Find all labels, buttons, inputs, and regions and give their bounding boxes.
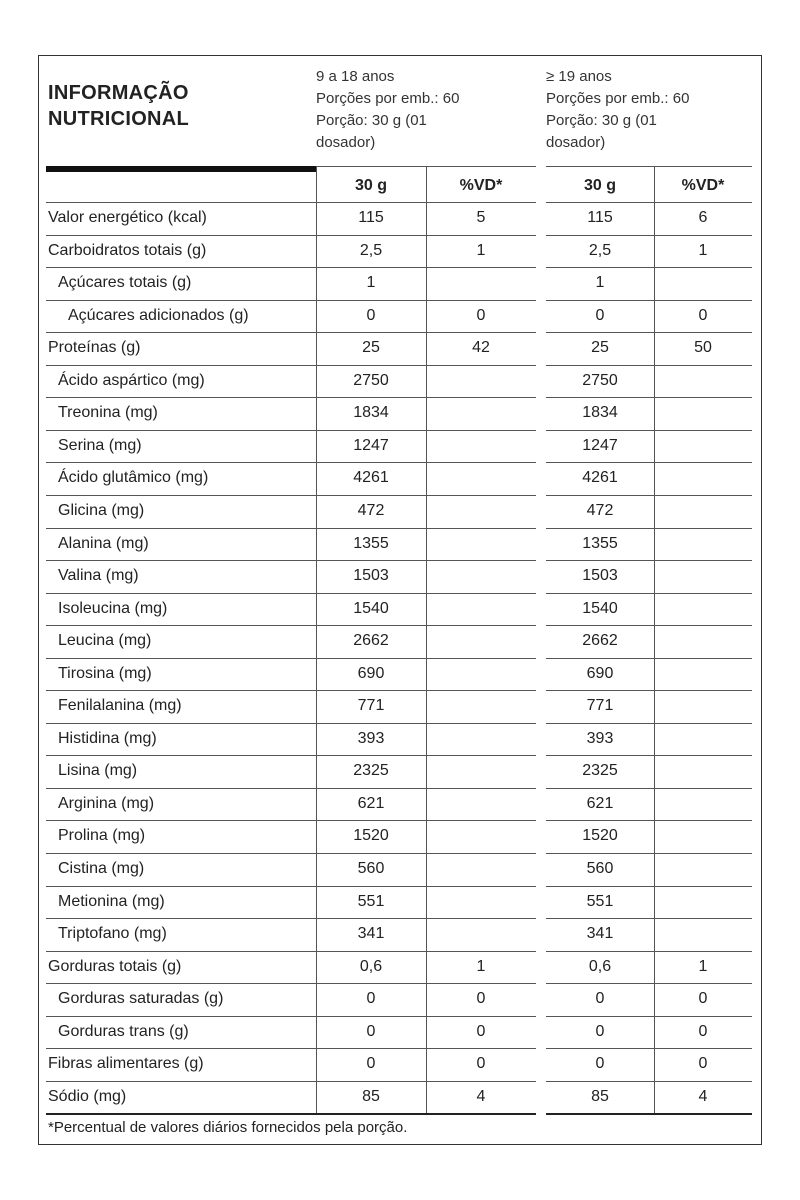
group2-vd-cell: [654, 918, 752, 950]
group1-vd-cell: [426, 918, 536, 950]
group1-amount-cell: 2325: [353, 762, 389, 780]
group2-vd-cell: 1: [698, 241, 708, 259]
group1-amount-cell: 1540: [353, 599, 389, 617]
group2-vd-cell: 0: [698, 990, 708, 1008]
nutrient-label: Lisina (mg): [58, 762, 138, 780]
group1-amount-cell: 0: [366, 1055, 376, 1073]
group2-vd-cell: [654, 430, 752, 462]
nutrient-label: Metionina (mg): [58, 892, 165, 910]
group2-vd-cell: [654, 625, 752, 657]
group2-vd-cell: [654, 560, 752, 592]
nutrient-label: Serina (mg): [58, 436, 142, 454]
group1-vd-cell: 42: [472, 339, 490, 357]
group2-amount-cell: 25: [591, 339, 609, 357]
group2-vd-cell: [654, 755, 752, 787]
group1-vd-header: %VD*: [459, 177, 503, 194]
group1-amount-cell: 0: [366, 1022, 376, 1040]
nutrient-label: Açúcares adicionados (g): [68, 306, 249, 324]
nutrient-label: Ácido aspártico (mg): [58, 371, 205, 389]
group2-amount-cell: 4261: [582, 469, 618, 487]
nutrient-label: Alanina (mg): [58, 534, 149, 552]
group2-amount-cell: 393: [586, 729, 614, 747]
group2-vd-cell: [654, 853, 752, 885]
group2-age: ≥ 19 anos: [546, 68, 612, 85]
group1-amount-cell: 551: [357, 892, 385, 910]
group1-vd-cell: 1: [476, 957, 486, 975]
group2-vd-cell: 50: [694, 339, 712, 357]
group1-amount-cell: 0: [366, 990, 376, 1008]
group2-amount-cell: 621: [586, 794, 614, 812]
group2-vd-cell: [654, 690, 752, 722]
nutrient-label: Fenilalanina (mg): [58, 697, 182, 715]
group1-amount-cell: 1834: [353, 404, 389, 422]
group2-vd-cell: 4: [698, 1087, 708, 1105]
group1-amount-cell: 560: [357, 860, 385, 877]
group2-vd-cell: [654, 365, 752, 397]
group1-servings: Porções por emb.: 60: [316, 90, 460, 107]
group2-amount-cell: 1520: [582, 827, 618, 845]
group2-vd-cell: [654, 267, 752, 299]
group2-vd-cell: 0: [698, 306, 708, 324]
group2-amount-cell: 1834: [582, 404, 618, 422]
nutrient-label: Ácido glutâmico (mg): [58, 469, 209, 487]
group1-amount-cell: 25: [362, 339, 380, 357]
group1-vd-cell: 0: [476, 1022, 486, 1040]
group1-vd-cell: [426, 593, 536, 625]
group1-amount-cell: 2662: [353, 632, 389, 650]
group1-amount-cell: 2750: [353, 371, 389, 389]
nutrient-label: Proteínas (g): [48, 339, 141, 357]
group1-amount-cell: 1247: [353, 436, 389, 454]
nutrient-label: Tirosina (mg): [58, 664, 152, 682]
group1-vd-cell: [426, 820, 536, 852]
group2-vd-cell: [654, 886, 752, 918]
group2-vd-cell: 6: [698, 209, 708, 226]
group1-portion-line-2: dosador): [316, 134, 376, 151]
group1-vd-cell: 5: [476, 209, 486, 226]
group2-amount-cell: 2662: [582, 632, 618, 650]
header-top-line-group2: [546, 166, 752, 167]
nutrient-label: Prolina (mg): [58, 827, 146, 845]
nutrient-label: Arginina (mg): [58, 794, 155, 812]
group2-amount-cell: 0: [595, 306, 605, 324]
group2-vd-cell: [654, 820, 752, 852]
nutrient-label: Leucina (mg): [58, 632, 152, 650]
group2-amount-cell: 1540: [582, 599, 618, 617]
group1-vd-cell: [426, 625, 536, 657]
nutrient-label: Isoleucina (mg): [58, 599, 168, 617]
group1-vd-cell: 4: [476, 1087, 486, 1105]
group1-portion-line-1: Porção: 30 g (01: [316, 112, 427, 129]
group1-amount-cell: 341: [357, 925, 385, 943]
group1-vd-cell: 0: [476, 306, 486, 324]
nutrient-label: Treonina (mg): [58, 404, 158, 422]
group1-amount-cell: 621: [357, 794, 385, 812]
group1-vd-cell: 1: [476, 241, 486, 259]
footnote: *Percentual de valores diários fornecidos pela porção.: [48, 1119, 408, 1136]
nutrient-label: Triptofano (mg): [58, 925, 167, 943]
group2-amount-cell: 771: [586, 697, 614, 715]
group1-amount-cell: 0,6: [359, 957, 383, 975]
group1-age: 9 a 18 anos: [316, 68, 395, 85]
group2-portion-line-2: dosador): [546, 134, 606, 151]
nutrient-label: Cistina (mg): [58, 860, 145, 877]
title-underline-bar: [46, 166, 317, 172]
nutrient-label: Carboidratos totais (g): [48, 241, 207, 259]
column-divider: [654, 166, 655, 1113]
group2-amount-cell: 0: [595, 990, 605, 1008]
group1-amount-cell: 4261: [353, 469, 389, 487]
group2-amount-cell: 0: [595, 1055, 605, 1073]
group1-vd-cell: [426, 658, 536, 690]
group2-amount-cell: 0: [595, 1022, 605, 1040]
group2-vd-cell: [654, 593, 752, 625]
nutrient-label: Açúcares totais (g): [58, 274, 192, 292]
group1-amount-cell: 1503: [353, 567, 389, 585]
group2-amount-cell: 1355: [582, 534, 618, 552]
group1-amount-cell: 771: [357, 697, 385, 715]
group1-vd-cell: 0: [476, 1055, 486, 1073]
group1-amount-header: 30 g: [354, 177, 387, 194]
group1-amount-cell: 472: [357, 501, 385, 519]
nutrient-label: Valina (mg): [58, 567, 139, 585]
group1-vd-cell: [426, 788, 536, 820]
group2-amount-cell: 2325: [582, 762, 618, 780]
group2-amount-cell: 85: [591, 1087, 609, 1105]
nutrient-label: Valor energético (kcal): [48, 209, 207, 226]
group2-amount-cell: 472: [586, 501, 614, 519]
group2-vd-cell: 0: [698, 1055, 708, 1073]
title-line-2: NUTRICIONAL: [48, 108, 190, 130]
group1-vd-cell: 0: [476, 990, 486, 1008]
group1-vd-cell: [426, 886, 536, 918]
group2-vd-cell: 1: [698, 957, 708, 975]
group1-vd-cell: [426, 365, 536, 397]
group2-amount-cell: 2,5: [588, 241, 612, 259]
group2-vd-header: %VD*: [681, 177, 725, 194]
group1-vd-cell: [426, 690, 536, 722]
group1-amount-cell: 690: [357, 664, 385, 682]
nutrient-label: Histidina (mg): [58, 729, 157, 747]
group1-vd-cell: [426, 462, 536, 494]
group2-vd-cell: [654, 658, 752, 690]
column-divider: [316, 166, 317, 1113]
group1-vd-cell: [426, 723, 536, 755]
group1-header: [316, 66, 536, 154]
group1-vd-cell: [426, 397, 536, 429]
group2-vd-cell: [654, 495, 752, 527]
group1-vd-cell: [426, 267, 536, 299]
nutrient-label: Fibras alimentares (g): [48, 1055, 204, 1073]
group2-amount-cell: 341: [586, 925, 614, 943]
group1-amount-cell: 115: [358, 209, 384, 226]
nutrient-label: Gorduras trans (g): [58, 1022, 189, 1040]
group2-amount-cell: 560: [586, 860, 614, 877]
group1-vd-cell: [426, 560, 536, 592]
group1-vd-cell: [426, 755, 536, 787]
group2-amount-cell: 0,6: [588, 957, 612, 975]
group1-vd-cell: [426, 430, 536, 462]
table-bottom-line: [46, 1113, 536, 1115]
group2-vd-cell: [654, 528, 752, 560]
group2-servings: Porções por emb.: 60: [546, 90, 690, 107]
group2-amount-cell: 115: [587, 209, 613, 226]
group1-amount-cell: 85: [362, 1087, 380, 1105]
group1-vd-cell: [426, 853, 536, 885]
group2-amount-cell: 551: [586, 892, 614, 910]
group1-amount-cell: 0: [366, 306, 376, 324]
group1-amount-cell: 393: [357, 729, 385, 747]
group2-amount-header: 30 g: [583, 177, 616, 194]
group2-vd-cell: [654, 462, 752, 494]
group2-vd-cell: [654, 788, 752, 820]
group2-amount-cell: 2750: [582, 371, 618, 389]
group2-header: [546, 66, 756, 154]
nutrient-label: Glicina (mg): [58, 501, 145, 519]
group2-portion-line-1: Porção: 30 g (01: [546, 112, 657, 129]
group2-vd-cell: [654, 397, 752, 429]
group2-vd-cell: [654, 723, 752, 755]
group1-amount-cell: 2,5: [359, 241, 383, 259]
nutrient-label: Sódio (mg): [48, 1087, 127, 1105]
table-title: [48, 80, 313, 132]
nutrient-label: Gorduras saturadas (g): [58, 990, 224, 1008]
group2-amount-cell: 690: [586, 664, 614, 682]
column-divider: [426, 166, 427, 1113]
group2-amount-cell: 1: [595, 274, 605, 292]
group2-vd-cell: 0: [698, 1022, 708, 1040]
group1-amount-cell: 1: [366, 274, 376, 292]
group1-vd-cell: [426, 528, 536, 560]
group1-amount-cell: 1355: [353, 534, 389, 552]
title-line-1: INFORMAÇÃO: [48, 82, 189, 104]
group1-vd-cell: [426, 495, 536, 527]
group1-amount-cell: 1520: [353, 827, 389, 845]
group2-amount-cell: 1247: [582, 436, 618, 454]
table-bottom-line: [546, 1113, 752, 1115]
group2-amount-cell: 1503: [582, 567, 618, 585]
nutrient-label: Gorduras totais (g): [48, 957, 182, 975]
